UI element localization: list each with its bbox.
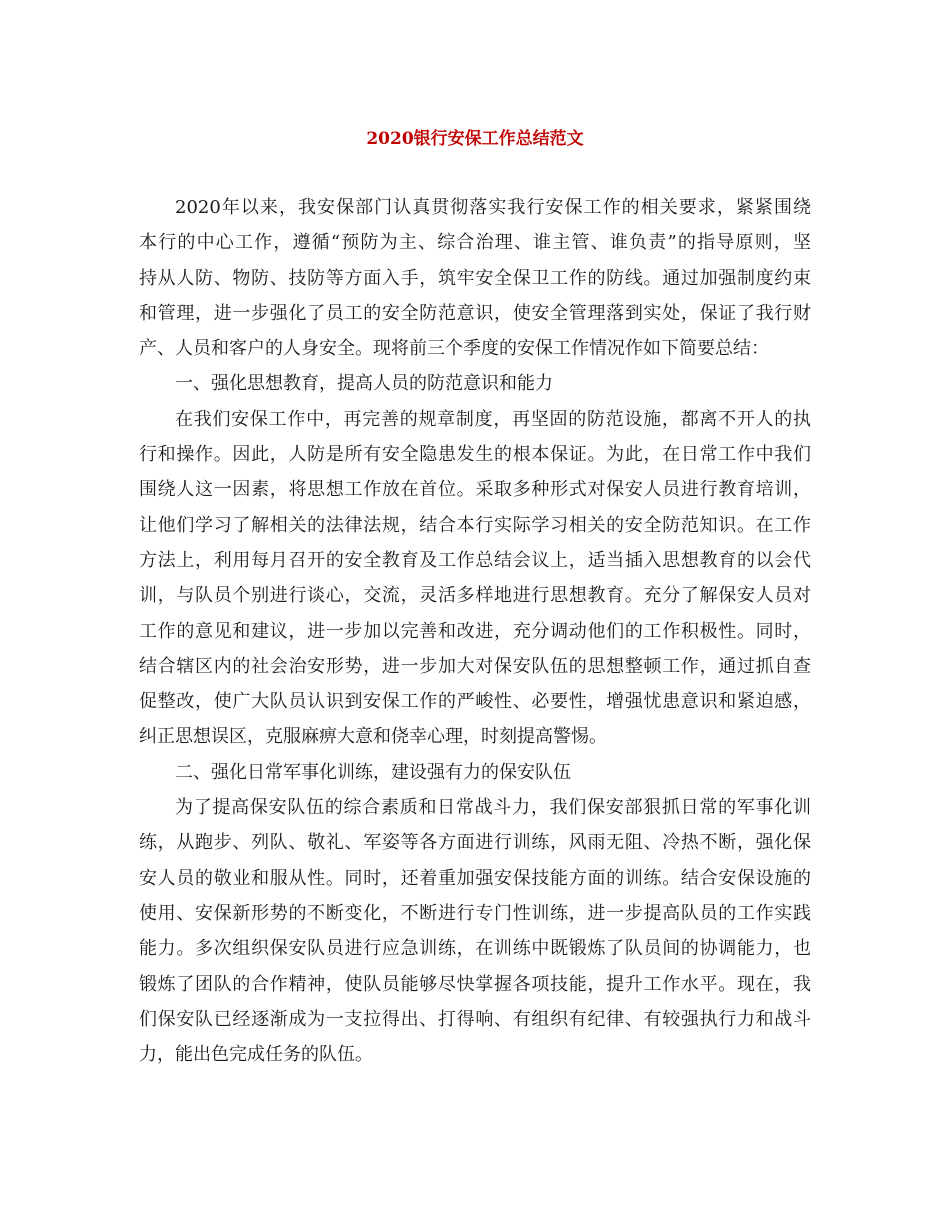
body-text-line: 行和操作。因此，人防是所有安全隐患发生的根本保证。为此，在日常工作中我们 xyxy=(139,444,811,466)
body-text-line: 本行的中心工作，遵循“预防为主、综合治理、谁主管、谁负责”的指导原则，坚 xyxy=(139,232,811,254)
body-text-line: 训，与队员个别进行谈心，交流，灵活多样地进行思想教育。充分了解保安人员对 xyxy=(139,585,811,607)
body-text-line: 能力。多次组织保安队员进行应急训练，在训练中既锻炼了队员间的协调能力，也 xyxy=(139,938,811,960)
body-text-line: 安人员的敬业和服从性。同时，还着重加强安保技能方面的训练。结合安保设施的 xyxy=(139,867,811,889)
body-text-line: 练，从跑步、列队、敬礼、军姿等各方面进行训练，风雨无阻、冷热不断，强化保 xyxy=(139,832,811,854)
body-text-line: 纠正思想误区，克服麻痹大意和侥幸心理，时刻提高警惕。 xyxy=(139,726,607,748)
body-text-line: 力，能出色完成任务的队伍。 xyxy=(139,1044,373,1066)
body-text-line: 锻炼了团队的合作精神，使队员能够尽快掌握各项技能，提升工作水平。现在，我 xyxy=(139,973,811,995)
body-text-line: 产、人员和客户的人身安全。现将前三个季度的安保工作情况作如下简要总结： xyxy=(139,338,769,360)
body-text-line: 2020年以来，我安保部门认真贯彻落实我行安保工作的相关要求，紧紧围绕 xyxy=(175,197,811,218)
body-text-line: 持从人防、物防、技防等方面入手，筑牢安全保卫工作的防线。通过加强制度约束 xyxy=(139,267,811,289)
body-text-line: 和管理，进一步强化了员工的安全防范意识，使安全管理落到实处，保证了我行财 xyxy=(139,302,811,324)
body-text-line: 在我们安保工作中，再完善的规章制度，再坚固的防范设施，都离不开人的执 xyxy=(175,408,811,430)
body-text-line: 促整改，使广大队员认识到安保工作的严峻性、必要性，增强忧患意识和紧迫感， xyxy=(139,691,811,713)
body-text-line: 们保安队已经逐渐成为一支拉得出、打得响、有组织有纪律、有较强执行力和战斗 xyxy=(139,1008,811,1030)
document-body xyxy=(139,190,811,1072)
body-text-line: 让他们学习了解相关的法律法规，结合本行实际学习相关的安全防范知识。在工作 xyxy=(139,514,811,536)
document-title: 2020银行安保工作总结范文 xyxy=(366,129,584,149)
body-text-line: 二、强化日常军事化训练，建设强有力的保安队伍 xyxy=(175,761,571,783)
body-text-line: 结合辖区内的社会治安形势，进一步加大对保安队伍的思想整顿工作，通过抓自查 xyxy=(139,655,811,677)
body-text-line: 一、强化思想教育，提高人员的防范意识和能力 xyxy=(175,373,553,395)
body-text-line: 围绕人这一因素，将思想工作放在首位。采取多种形式对保安人员进行教育培训， xyxy=(139,479,811,501)
body-text-line: 工作的意见和建议，进一步加以完善和改进，充分调动他们的工作积极性。同时， xyxy=(139,620,811,642)
body-text-line: 使用、安保新形势的不断变化，不断进行专门性训练，进一步提高队员的工作实践 xyxy=(139,902,811,924)
body-text-line: 方法上，利用每月召开的安全教育及工作总结会议上，适当插入思想教育的以会代 xyxy=(139,549,811,571)
body-text-line: 为了提高保安队伍的综合素质和日常战斗力，我们保安部狠抓日常的军事化训 xyxy=(175,797,811,819)
